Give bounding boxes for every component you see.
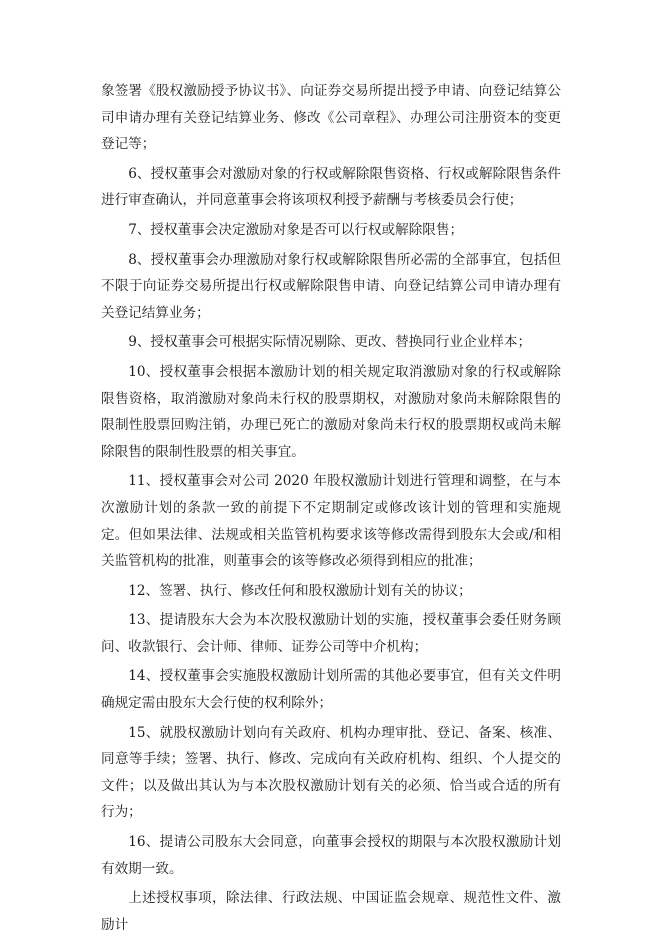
paragraph-continued: 象签署《股权激励授予协议书》、向证券交易所提出授予申请、向登记结算公司申请办理有关登记结算业务、修改《公司章程》、办理公司注册资本的变更登记等；	[101, 83, 561, 153]
paragraph-item-13: 13、提请股东大会为本次股权激励计划的实施，授权董事会委任财务顾问、收款银行、会计师、律师、证券公司等中介机构；	[101, 612, 561, 655]
paragraph-item-7: 7、授权董事会决定激励对象是否可以行权或解除限售；	[128, 221, 464, 238]
paragraph-item-14: 14、授权董事会实施股权激励计划所需的其他必要事宜，但有关文件明确规定需由股东大会行使的权利除外；	[101, 668, 561, 712]
paragraph-item-10: 10、授权董事会根据本激励计划的相关规定取消激励对象的行权或解除限售资格，取消激励对象尚未行权的股票期权，对激励对象尚未解除限售的限制性股票回购注销，办理已死亡的激励对象尚未行权的股票期权或尚未解除限售的限制性股票的相关事宜。	[101, 363, 561, 460]
paragraph-summary: 上述授权事项，除法律、行政法规、中国证监会规章、规范性文件、激励计	[101, 890, 561, 933]
paragraph-item-12: 12、签署、执行、修改任何和股权激励计划有关的协议；	[128, 582, 472, 599]
document-body	[101, 78, 561, 941]
paragraph-item-15: 15、就股权激励计划向有关政府、机构办理审批、登记、备案、核准、同意等手续；签署、执行、修改、完成向有关政府机构、组织、个人提交的文件；以及做出其认为与本次股权激励计划有关的必须、恰当或合适的所有行为；	[101, 724, 561, 821]
paragraph-item-16: 16、提请公司股东大会同意，向董事会授权的期限与本次股权激励计划有效期一致。	[101, 834, 561, 877]
paragraph-item-9: 9、授权董事会可根据实际情况剔除、更改、替换同行业企业样本；	[128, 334, 532, 351]
paragraph-item-8: 8、授权董事会办理激励对象行权或解除限售所必需的全部事宜，包括但不限于向证券交易所提出行权或解除限售申请、向登记结算公司申请办理有关登记结算业务；	[101, 251, 561, 321]
paragraph-item-6: 6、授权董事会对激励对象的行权或解除限售资格、行权或解除限售条件进行审查确认，并同意董事会将该项权利授予薪酬与考核委员会行使；	[101, 165, 561, 209]
paragraph-item-11: 11、授权董事会对公司 2020 年股权激励计划进行管理和调整，在与本次激励计划的条款一致的前提下不定期制定或修改该计划的管理和实施规定。但如果法律、法规或相关监管机构要求该等修改需得到股东大会或/和相关监管机构的批准，则董事会的该等修改必须得到相应的批准；	[101, 473, 561, 570]
